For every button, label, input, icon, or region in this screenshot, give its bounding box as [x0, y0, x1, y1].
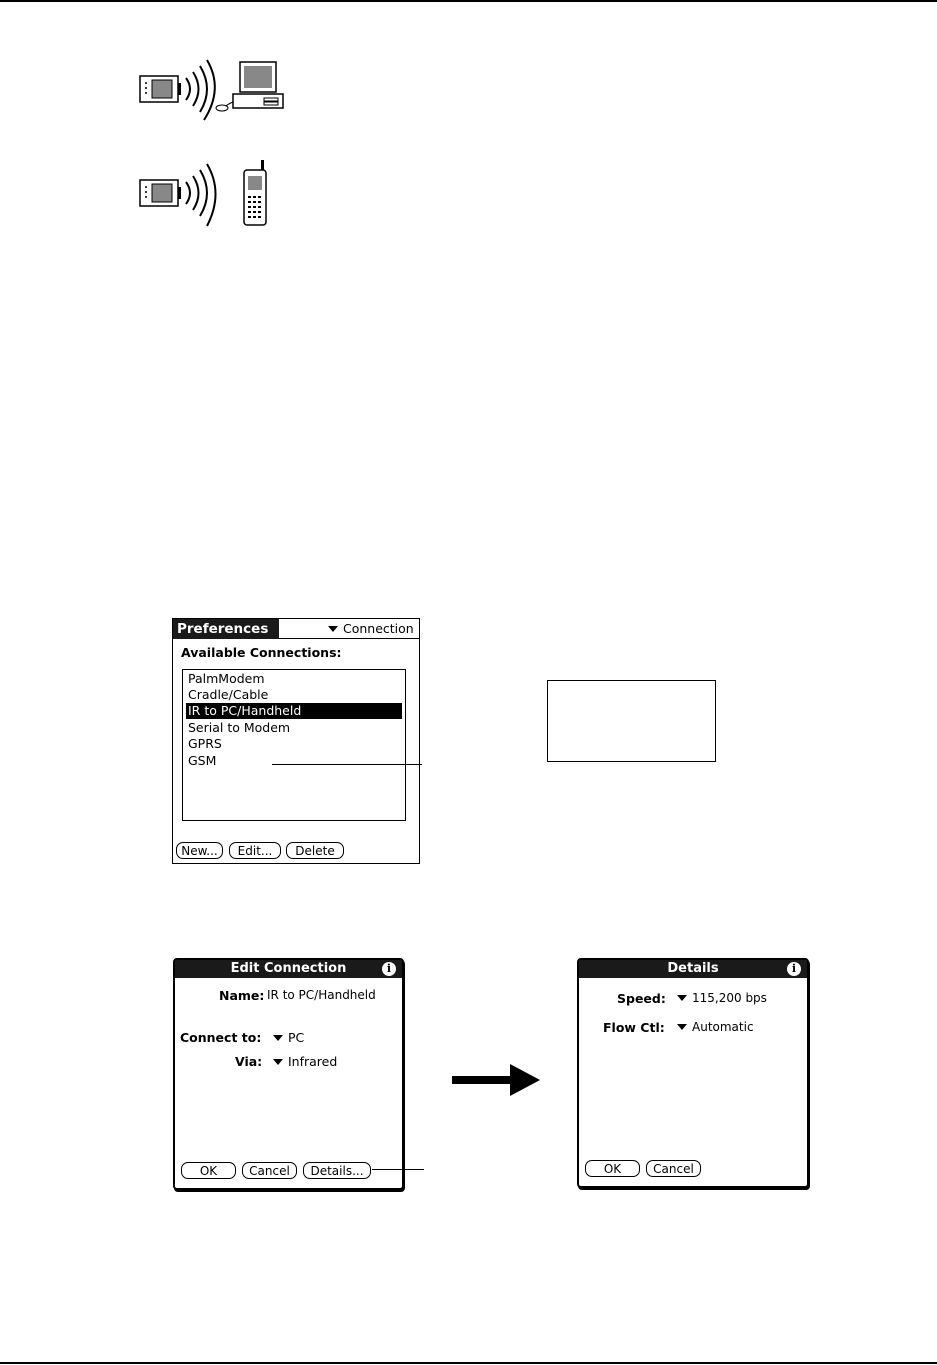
- flow-control-label: Flow Ctl:: [603, 1020, 665, 1035]
- preferences-title: Preferences: [173, 619, 279, 639]
- details-title-bar: [579, 960, 807, 978]
- handheld-to-pc-illustration: [138, 58, 288, 124]
- list-callout-line: [272, 764, 422, 765]
- speed-picker[interactable]: [677, 991, 767, 1005]
- details-callout-line: [372, 1169, 424, 1170]
- dropdown-triangle-icon: [677, 995, 687, 1001]
- speed-value: 115,200 bps: [692, 991, 767, 1005]
- details-title: Details: [667, 961, 719, 976]
- handheld-icon: [140, 180, 181, 206]
- top-rule: [0, 0, 937, 2]
- dropdown-triangle-icon: [677, 1024, 687, 1030]
- title-underline: [279, 638, 419, 639]
- dropdown-triangle-icon: [273, 1059, 283, 1065]
- info-icon[interactable]: i: [382, 962, 396, 976]
- flow-control-value: Automatic: [692, 1020, 754, 1034]
- name-value[interactable]: IR to PC/Handheld: [267, 988, 376, 1002]
- infrared-waves-icon: [186, 164, 216, 226]
- bottom-rule: [0, 1362, 937, 1364]
- cancel-button[interactable]: Cancel: [242, 1162, 297, 1179]
- cancel-button[interactable]: Cancel: [646, 1160, 701, 1177]
- connect-to-label: Connect to:: [180, 1030, 262, 1045]
- details-button[interactable]: Details...: [303, 1162, 371, 1179]
- via-value: Infrared: [288, 1054, 338, 1069]
- list-item-selected[interactable]: IR to PC/Handheld: [186, 703, 402, 719]
- available-connections-label: Available Connections:: [181, 645, 342, 660]
- handheld-icon: [140, 76, 181, 102]
- desktop-pc-icon: [216, 62, 283, 111]
- delete-button[interactable]: Delete: [286, 842, 344, 859]
- list-item[interactable]: GSM: [188, 753, 217, 768]
- connect-to-value: PC: [288, 1030, 305, 1045]
- dropdown-triangle-icon: [328, 626, 338, 632]
- list-item[interactable]: GPRS: [188, 736, 222, 751]
- preferences-screen: [172, 618, 420, 864]
- via-picker[interactable]: [273, 1054, 337, 1069]
- right-arrow-icon: [452, 1062, 542, 1098]
- list-item[interactable]: PalmModem: [188, 671, 265, 686]
- list-item[interactable]: Serial to Modem: [188, 720, 291, 735]
- infrared-waves-icon: [186, 60, 215, 120]
- callout-box: [547, 680, 716, 762]
- details-dialog: [577, 958, 809, 1188]
- edit-connection-title-bar: [175, 960, 402, 978]
- flow-control-picker[interactable]: [677, 1020, 754, 1034]
- edit-button[interactable]: Edit...: [229, 842, 281, 859]
- handheld-to-phone-illustration: [138, 158, 278, 230]
- mobile-phone-icon: [244, 160, 266, 225]
- speed-label: Speed:: [617, 991, 666, 1006]
- list-item[interactable]: Cradle/Cable: [188, 687, 269, 702]
- dropdown-triangle-icon: [273, 1035, 283, 1041]
- new-button[interactable]: New...: [176, 842, 223, 859]
- via-label: Via:: [235, 1054, 263, 1069]
- connect-to-picker[interactable]: [273, 1030, 304, 1045]
- ok-button[interactable]: OK: [181, 1162, 236, 1179]
- name-label: Name:: [219, 988, 265, 1003]
- connections-list[interactable]: [182, 669, 406, 821]
- category-picker-label: Connection: [343, 621, 414, 636]
- info-icon[interactable]: i: [787, 962, 801, 976]
- edit-connection-title: Edit Connection: [230, 961, 347, 976]
- ok-button[interactable]: OK: [585, 1160, 640, 1177]
- category-picker[interactable]: [328, 621, 414, 636]
- edit-connection-dialog: [173, 958, 404, 1190]
